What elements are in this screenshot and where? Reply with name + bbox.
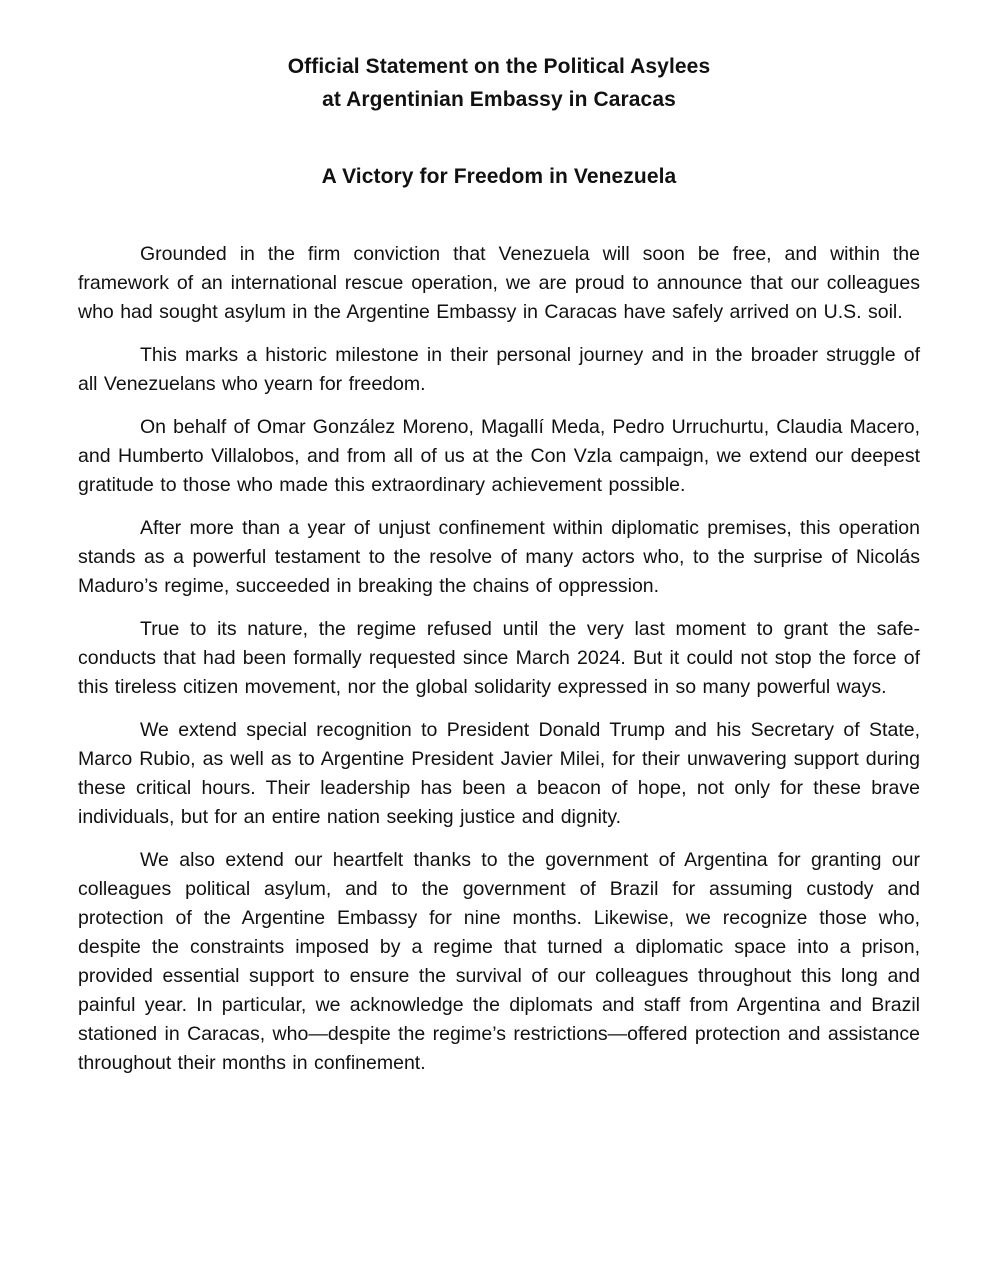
document-title-line1: Official Statement on the Political Asylees — [287, 55, 711, 78]
document-title-line2: at Argentinian Embassy in Caracas — [322, 88, 676, 111]
paragraph: We also extend our heartfelt thanks to the government of Argentina for granting our colleagues political asylum, and to the government of Brazil for assuming custody and protection of the Argentine Embassy for nine months. Likewise, we recognize those who, despite the constraints imposed by a regime that turned a diplomatic space into a prison, provided essential support to ensure the survival of our colleagues throughout this long and painful year. In particular, we acknowledge the diplomats and staff from Argentina and Brazil stationed in Caracas, who—despite the regime’s restrictions—offered protection and assistance throughout their months in confinement. — [78, 849, 920, 1074]
paragraph: On behalf of Omar González Moreno, Magallí Meda, Pedro Urruchurtu, Claudia Macero, and Humberto Villalobos, and from all of us at the Con Vzla campaign, we extend our deepest gratitude to those who made this extraordinary achievement possible. — [78, 416, 920, 496]
paragraph: True to its nature, the regime refused until the very last moment to grant the safe-conducts that had been formally requested since March 2024. But it could not stop the force of this tireless citizen movement, nor the global solidarity expressed in so many powerful ways. — [78, 618, 920, 698]
paragraph: Grounded in the firm conviction that Venezuela will soon be free, and within the framework of an international rescue operation, we are proud to announce that our colleagues who had sought asylum in the Argentine Embassy in Caracas have safely arrived on U.S. soil. — [78, 243, 920, 323]
paragraph: After more than a year of unjust confinement within diplomatic premises, this operation stands as a powerful testament to the resolve of many actors who, to the surprise of Nicolás Maduro’s regime, succeeded in breaking the chains of oppression. — [78, 517, 920, 597]
document-subtitle: A Victory for Freedom in Venezuela — [321, 165, 677, 188]
document-body — [78, 240, 920, 1078]
paragraph: This marks a historic milestone in their personal journey and in the broader struggle of all Venezuelans who yearn for freedom. — [78, 344, 920, 395]
paragraph: We extend special recognition to President Donald Trump and his Secretary of State, Marco Rubio, as well as to Argentine President Javier Milei, for their unwavering support during these critical hours. Their leadership has been a beacon of hope, not only for these brave individuals, but for an entire nation seeking justice and dignity. — [78, 719, 920, 828]
document-title — [78, 50, 920, 116]
